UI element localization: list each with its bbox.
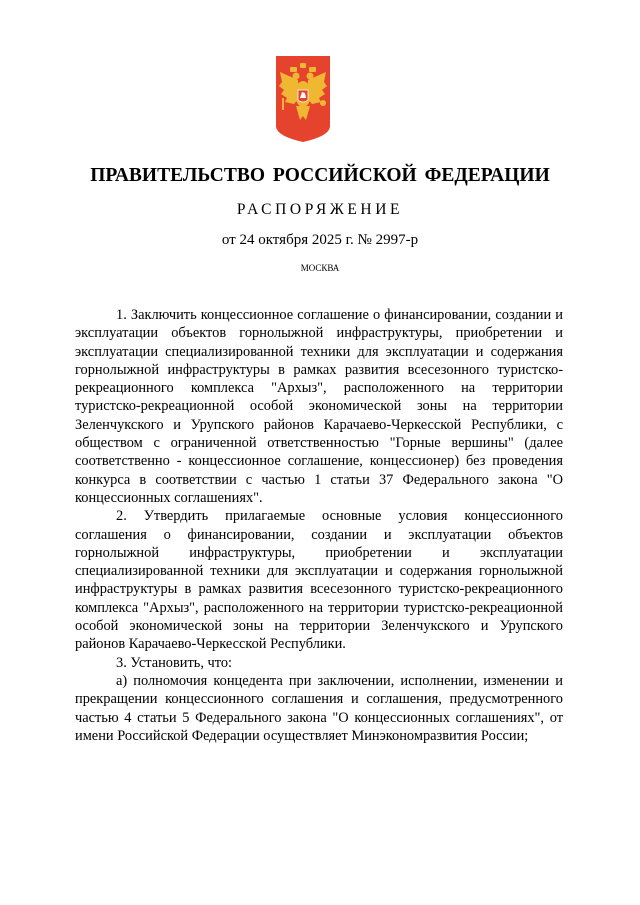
emblem-rider — [298, 90, 308, 102]
document-date-number: от 24 октября 2025 г. № 2997-р — [221, 232, 419, 248]
paragraph-3a: а) полномочия концедента при заключении, исполнении, изменении и прекращении концессионного соглашения и соглашения, предусмотренного частью 4 статьи 5 Федерального закона "О концессионных соглашениях", от имени Российской Федерации осуществляет Минэкономразвития России; — [75, 672, 563, 744]
document-city: МОСКВА — [300, 263, 340, 273]
state-emblem-icon — [276, 56, 330, 142]
government-title: ПРАВИТЕЛЬСТВО РОССИЙСКОЙ ФЕДЕРАЦИИ — [90, 165, 550, 186]
paragraph-1: 1. Заключить концессионное соглашение о финансировании, создании и эксплуатации объектов горнолыжной инфраструктуры, приобретении и эксплуатации специализированной техники для эксплуатации и содержания горнолыжной инфраструктуры в рамках развития всесезонного туристско-рекреационного комплекса "Архыз", расположенного на территории туристско-рекреационной особой экономической зоны на территории Зеленчукского и Урупского районов Карачаево-Черкесской Республики, с обществом с ограниченной ответственностью "Горные вершины" (далее соответственно - концессионное соглашение, концессионер) без проведения конкурса в соответствии с частью 1 статьи 37 Федерального закона "О концессионных соглашениях". — [75, 307, 563, 506]
paragraph-3: 3. Установить, что: — [116, 654, 233, 671]
document-body — [75, 306, 563, 745]
paragraph-2: 2. Утвердить прилагаемые основные условия концессионного соглашения о финансировании, создании и эксплуатации объектов горнолыжной инфраструктуры, приобретении и эксплуатации специализированной техники для эксплуатации и содержания горнолыжной инфраструктуры в рамках развития всесезонного туристско-рекреационного комплекса "Архыз", расположенного на территории туристско-рекреационной особой экономической зоны на территории Зеленчукского и Урупского районов Карачаево-Черкесской Республики. — [75, 508, 563, 653]
document-type: РАСПОРЯЖЕНИЕ — [236, 201, 404, 218]
